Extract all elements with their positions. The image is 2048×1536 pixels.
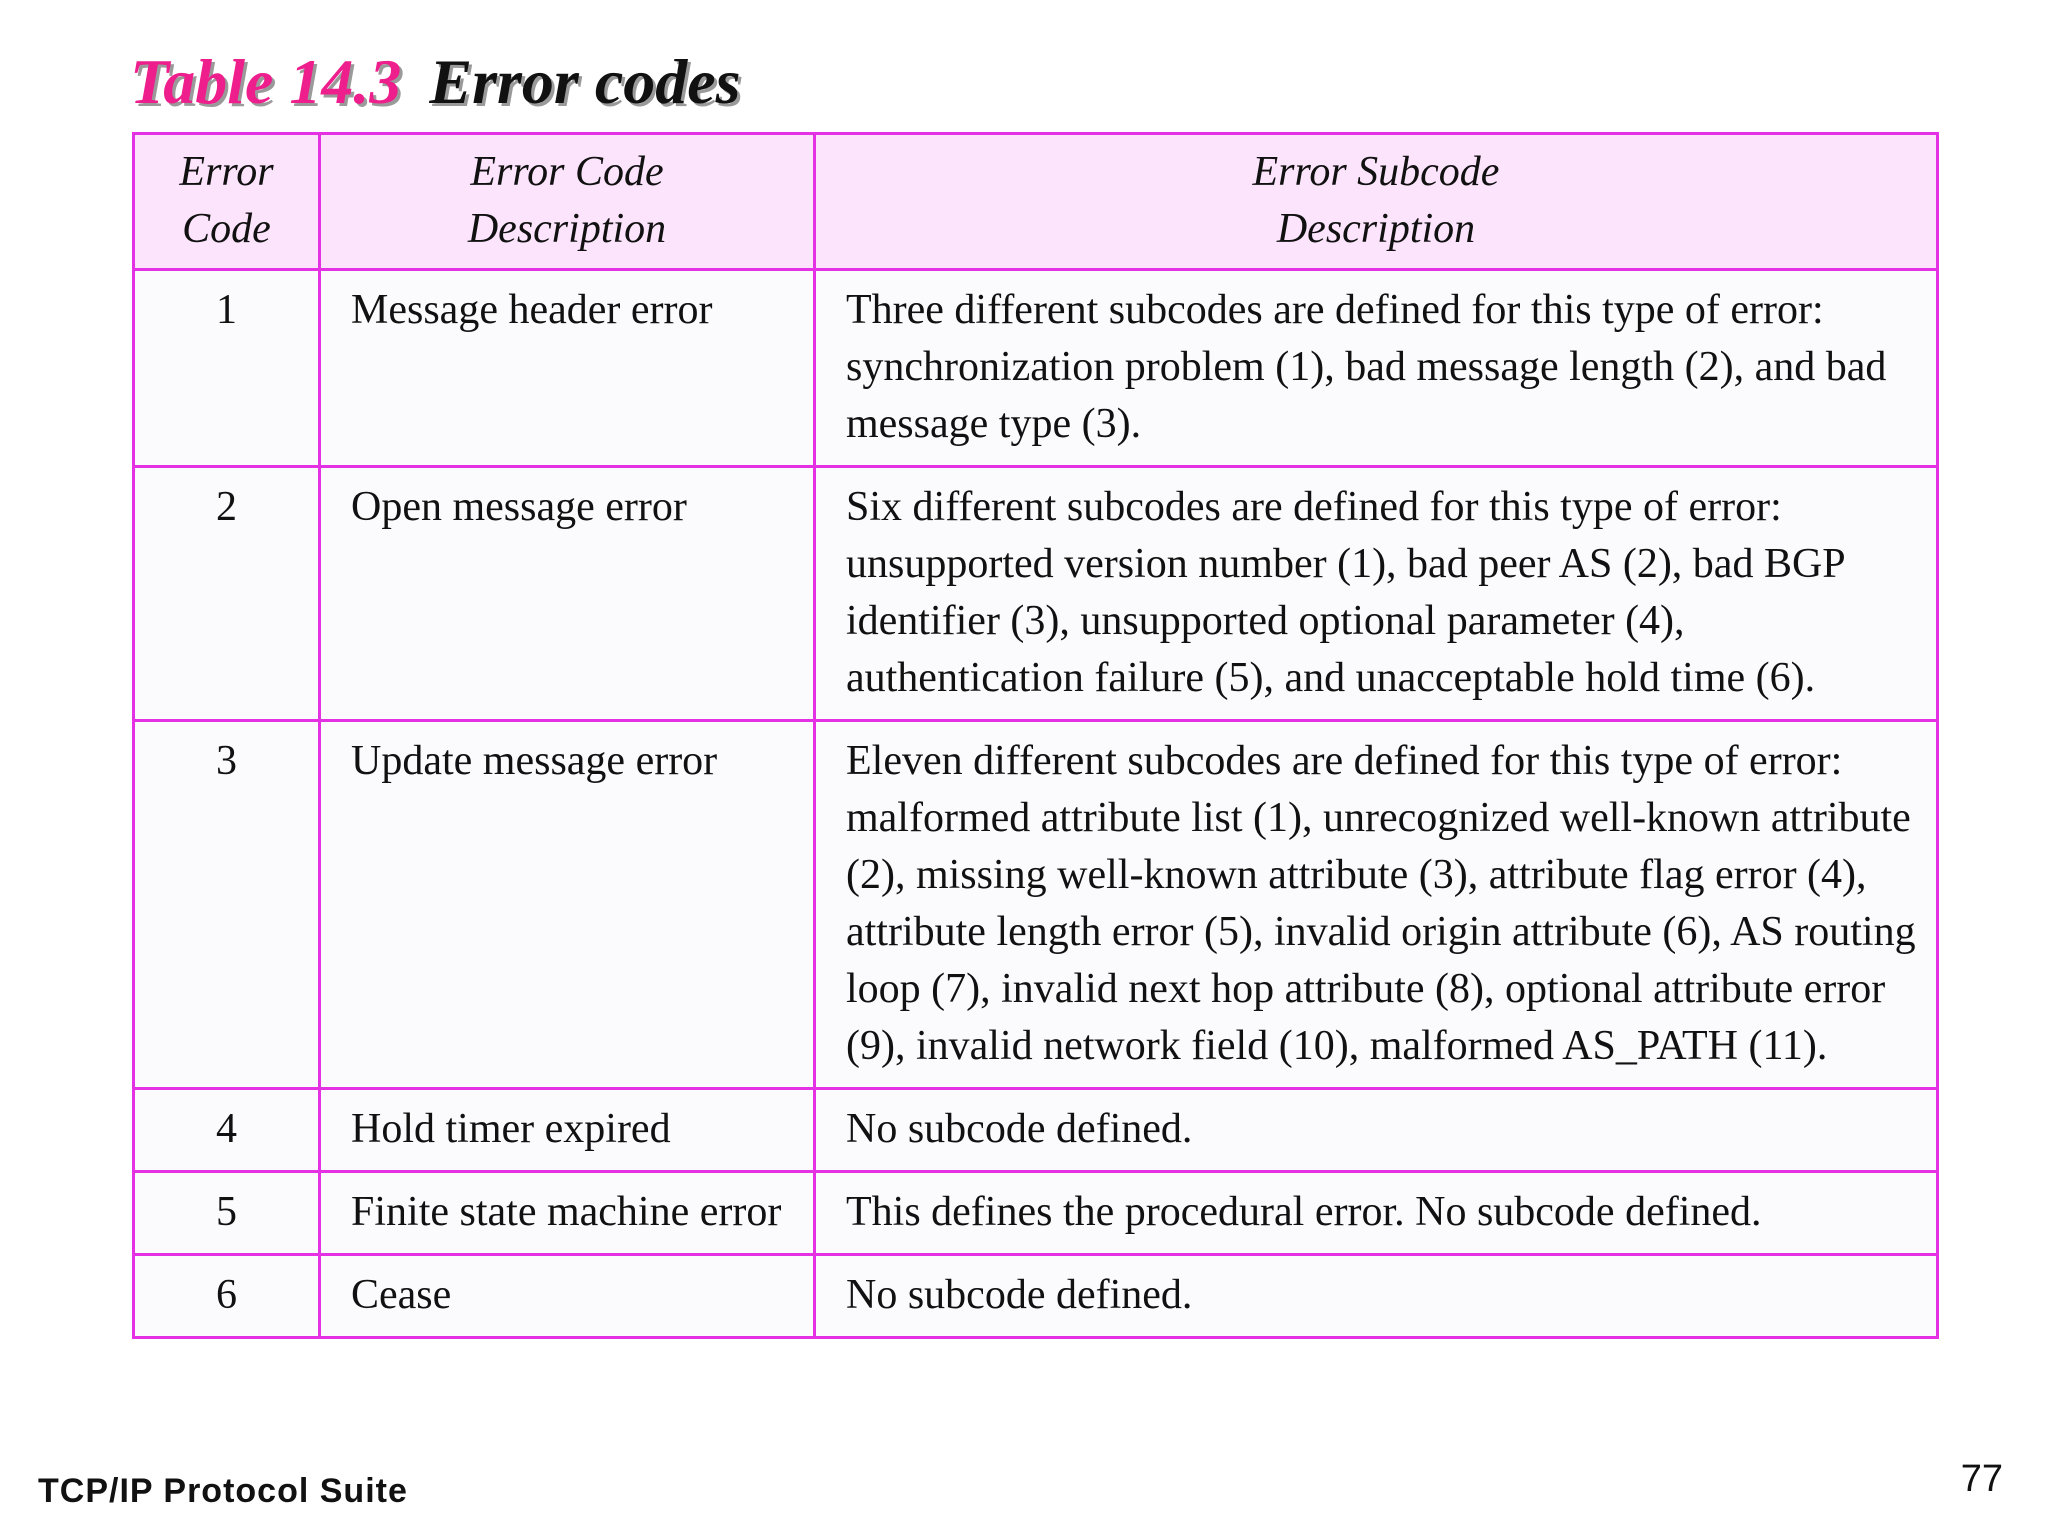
error-description-cell: Update message error bbox=[320, 721, 815, 1089]
subcode-description-cell: Three different subcodes are defined for this type of error: synchronization problem (1), bad message length (2), and bad message type (3). bbox=[815, 270, 1938, 467]
error-code-cell: 6 bbox=[134, 1255, 320, 1338]
subcode-description-cell: Eleven different subcodes are defined for this type of error: malformed attribute list (1), unrecognized well-known attribute (2), missing well-known attribute (3), attribute flag error (4), attribute length error (5), invalid origin attribute (6), AS routing loop (7), invalid next hop attribute (8), optional attribute error (9), invalid network field (10), malformed AS_PATH (11). bbox=[815, 721, 1938, 1089]
error-description-cell: Finite state machine error bbox=[320, 1172, 815, 1255]
header-subcode-line1: Error Subcode bbox=[1252, 149, 1500, 195]
header-error-code-line2: Code bbox=[182, 206, 271, 252]
error-code-cell: 4 bbox=[134, 1089, 320, 1172]
table-number: Table 14.3 bbox=[130, 46, 402, 117]
subcode-description-cell: No subcode defined. bbox=[815, 1089, 1938, 1172]
table-row bbox=[134, 1255, 1938, 1338]
page-title bbox=[130, 46, 741, 117]
error-code-cell: 3 bbox=[134, 721, 320, 1089]
subcode-description-cell: Six different subcodes are defined for this type of error: unsupported version number (1), bad peer AS (2), bad BGP identifier (3), unsupported optional parameter (4), authentication failure (5), and unacceptable hold time (6). bbox=[815, 467, 1938, 721]
footer-text: TCP/IP Protocol Suite bbox=[38, 1472, 408, 1510]
header-description-line2: Description bbox=[467, 206, 667, 252]
error-description-cell: Hold timer expired bbox=[320, 1089, 815, 1172]
header-subcode-line2: Description bbox=[1276, 206, 1476, 252]
table-row bbox=[134, 1089, 1938, 1172]
error-code-cell: 1 bbox=[134, 270, 320, 467]
table-row bbox=[134, 467, 1938, 721]
table-title: Error codes bbox=[429, 46, 741, 117]
header-description-line1: Error Code bbox=[470, 149, 664, 195]
table-row bbox=[134, 270, 1938, 467]
header-error-code bbox=[134, 134, 320, 270]
page-number: 77 bbox=[1960, 1458, 2003, 1500]
table-row bbox=[134, 721, 1938, 1089]
header-error-code-description bbox=[320, 134, 815, 270]
header-error-code-line1: Error bbox=[179, 149, 274, 195]
error-code-cell: 2 bbox=[134, 467, 320, 721]
subcode-description-cell: This defines the procedural error. No subcode defined. bbox=[815, 1172, 1938, 1255]
table-row bbox=[134, 1172, 1938, 1255]
error-description-cell: Open message error bbox=[320, 467, 815, 721]
error-description-cell: Message header error bbox=[320, 270, 815, 467]
table-header-row bbox=[134, 134, 1938, 270]
error-codes-table bbox=[132, 132, 1939, 1339]
subcode-description-cell: No subcode defined. bbox=[815, 1255, 1938, 1338]
error-code-cell: 5 bbox=[134, 1172, 320, 1255]
error-description-cell: Cease bbox=[320, 1255, 815, 1338]
header-error-subcode-description bbox=[815, 134, 1938, 270]
